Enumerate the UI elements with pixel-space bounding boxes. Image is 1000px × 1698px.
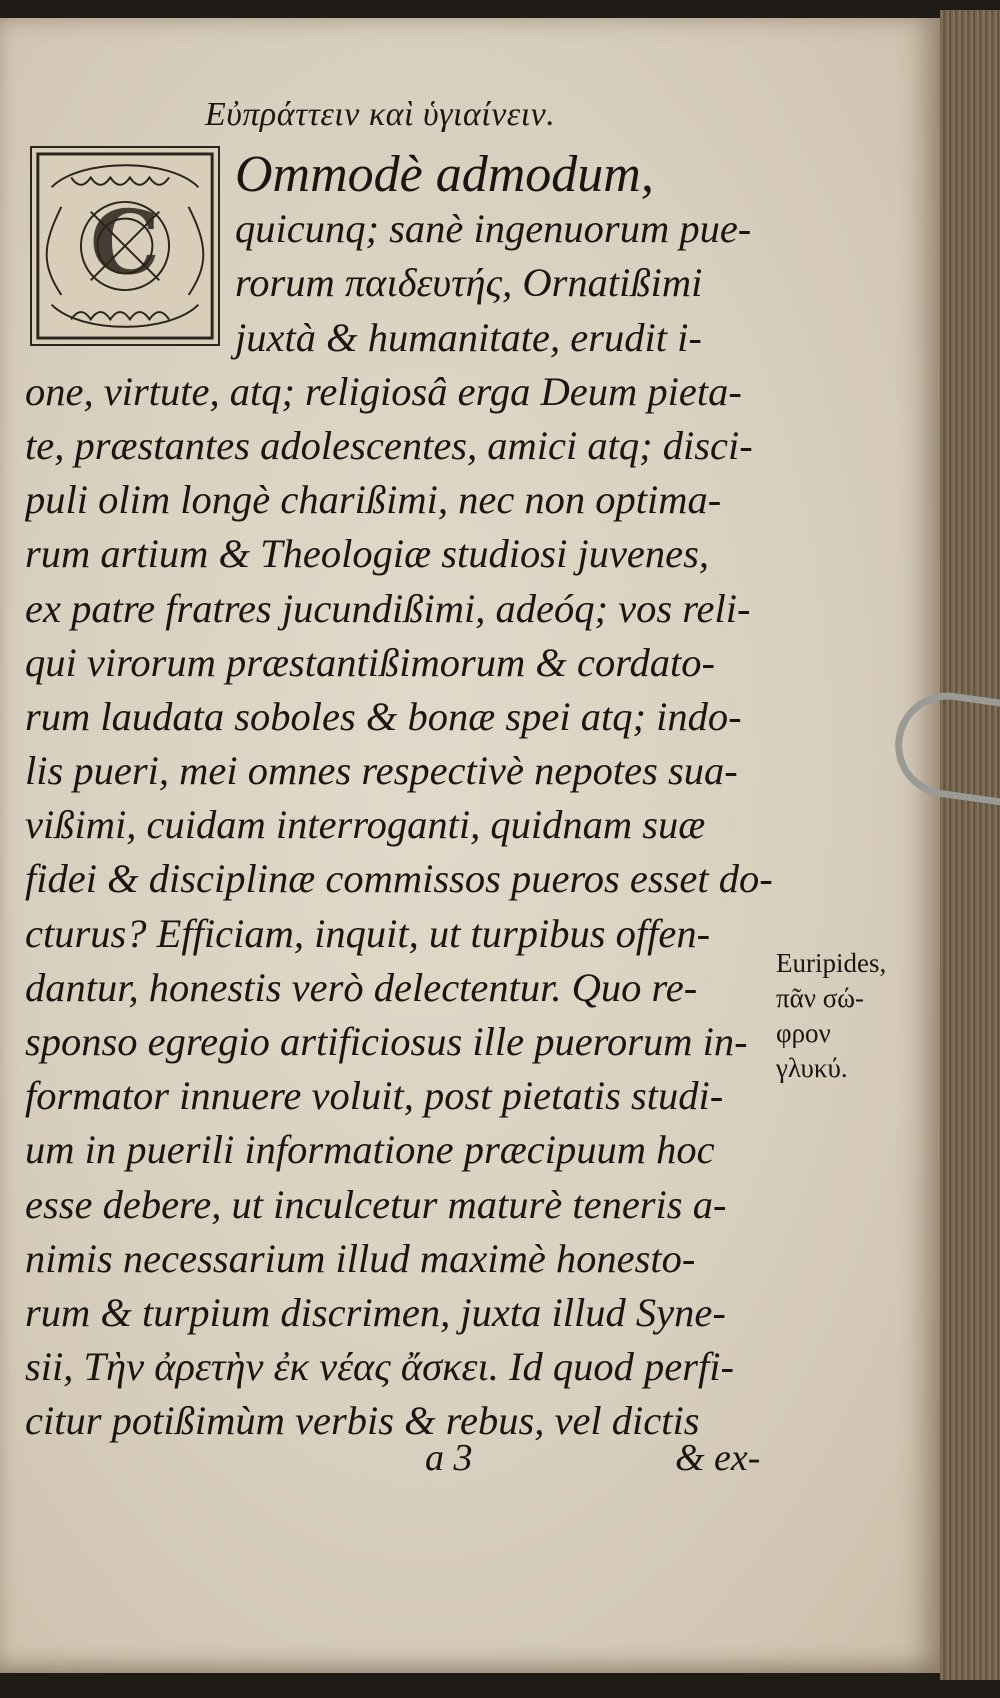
text-line: juxtà & humanitate, erudit i- <box>235 314 702 360</box>
text-line: qui virorum præstantißimorum & cordato- <box>25 639 716 685</box>
text-line: rum & turpium discrimen, juxta illud Syne- <box>25 1289 726 1335</box>
text-line: rorum παιδευτής, Ornatißimi <box>235 260 703 306</box>
text-line: te, præstantes adolescentes, amici atq; disci- <box>25 422 753 468</box>
initial-letter-glyph: C <box>89 190 161 295</box>
text-line: quicunq; sanè ingenuorum pue- <box>235 206 752 252</box>
text-line: um in puerili informatione præcipuum hoc <box>25 1127 715 1173</box>
text-line: dantur, honestis verò delectentur. Quo re- <box>25 964 698 1010</box>
text-line: sii, Τὴν ἀρετὴν ἐκ νέας ἄσκει. Id quod perfi- <box>25 1344 734 1390</box>
text-line: rum artium & Theologiæ studiosi juvenes, <box>25 531 710 577</box>
text-line: ex patre fratres jucundißimi, adeóq; vos reli- <box>25 585 751 631</box>
marginal-note-line: Euripides, <box>776 948 887 978</box>
marginal-note-line: φρον <box>776 1018 831 1048</box>
text-line: rum laudata soboles & bonæ spei atq; indo- <box>25 693 742 739</box>
text-line: sponso egregio artificiosus ille puerorum in- <box>25 1019 748 1064</box>
text-line: esse debere, ut inculcetur maturè teneris a- <box>25 1181 727 1227</box>
signature-mark: a 3 <box>425 1437 473 1479</box>
text-line: nimis necessarium illud maximè honesto- <box>25 1235 696 1281</box>
running-head: Εὐπράττειν καὶ ὑγιαίνειν. <box>205 96 556 133</box>
text-line-first: Ommodè admodum, <box>235 148 654 203</box>
marginal-note <box>776 946 936 1086</box>
text-line: puli olim longè charißimi, nec non optima- <box>25 477 722 523</box>
text-line: formator innuere voluit, post pietatis studi- <box>25 1073 724 1119</box>
catchword: & ex- <box>675 1437 761 1479</box>
marginal-note-line: πᾶν σώ- <box>776 983 865 1013</box>
text-line: citur potißimùm verbis & rebus, vel dictis <box>25 1398 700 1444</box>
body-text <box>25 148 780 1449</box>
text-line: fidei & disciplinæ commissos pueros esset do- <box>25 856 773 902</box>
text-line: cturus? Efficiam, inquit, ut turpibus offen- <box>25 910 711 956</box>
text-line: vißimi, cuidam interroganti, quidnam suæ <box>25 802 706 848</box>
book-page <box>0 18 940 1673</box>
page-edges <box>940 10 1000 1680</box>
marginal-note-line: γλυκύ. <box>776 1053 848 1083</box>
text-line: lis pueri, mei omnes respectivè nepotes sua- <box>25 748 738 794</box>
text-line: one, virtute, atq; religiosâ erga Deum pieta- <box>25 368 742 414</box>
